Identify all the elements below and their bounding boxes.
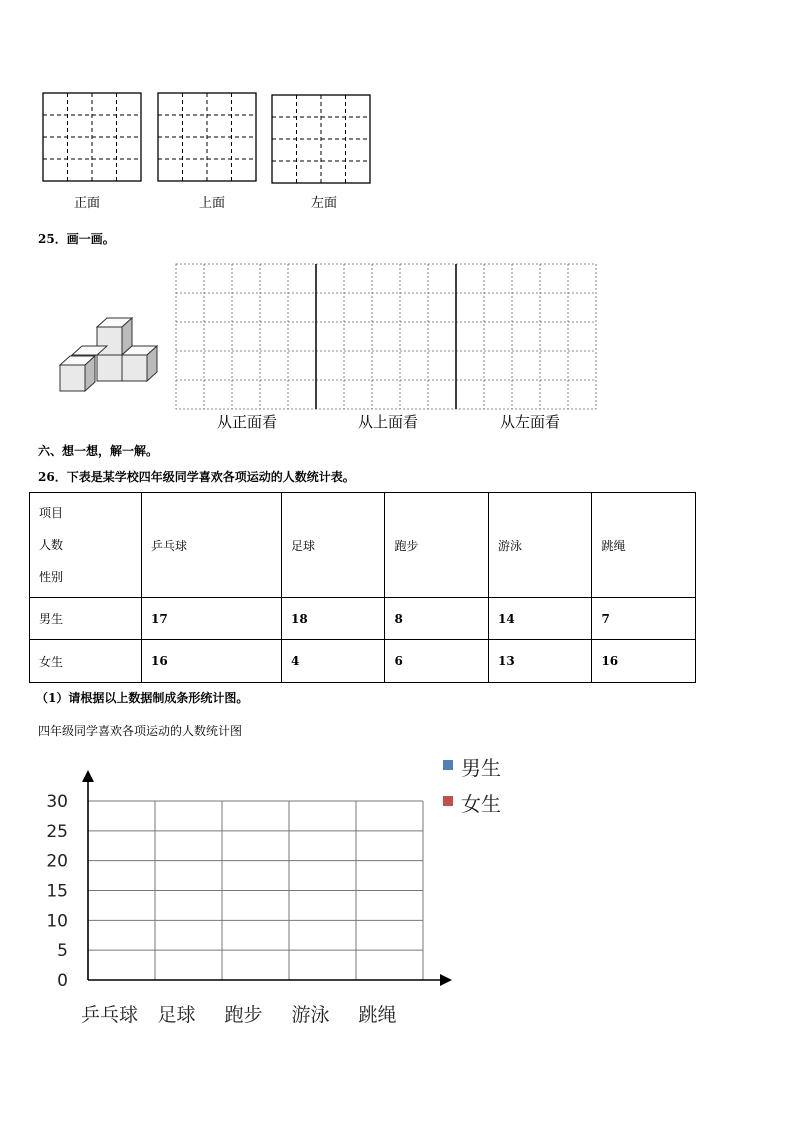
table-cell: 7 xyxy=(592,598,696,640)
header-count-label: 人数 xyxy=(39,538,64,552)
column-header: 足球 xyxy=(282,493,385,598)
y-tick-label: 5 xyxy=(57,941,68,962)
sports-stats-table xyxy=(29,492,696,683)
header-item-label: 项目 xyxy=(39,506,64,520)
section-6-title: 六、想一想，解一解。 xyxy=(38,444,159,458)
table-row xyxy=(30,598,696,640)
x-category-label: 乒乓球 xyxy=(80,1004,139,1026)
grid-left xyxy=(272,95,370,183)
bar-chart xyxy=(0,740,794,1040)
table-cell: 17 xyxy=(142,598,282,640)
question-26-title: 26．下表是某学校四年级同学喜欢各项运动的人数统计表。 xyxy=(38,470,355,484)
x-category-label: 跳绳 xyxy=(358,1004,397,1026)
x-axis-arrow xyxy=(440,974,452,986)
x-category-label: 足球 xyxy=(157,1004,196,1026)
table-corner-header xyxy=(30,493,142,598)
legend-swatch xyxy=(443,760,453,770)
column-header: 跑步 xyxy=(385,493,488,598)
x-category-label: 跑步 xyxy=(224,1004,263,1026)
legend-swatch xyxy=(443,796,453,806)
legend-label: 男生 xyxy=(461,756,501,780)
label-view-top-25: 从上面看 xyxy=(358,413,419,431)
label-view-left-25: 从左面看 xyxy=(500,413,561,431)
table-cell: 13 xyxy=(488,640,591,683)
y-axis-arrow xyxy=(82,770,94,782)
view-grids-top xyxy=(0,0,794,200)
row-label: 男生 xyxy=(30,598,142,640)
table-row xyxy=(30,640,696,683)
y-tick-label: 30 xyxy=(46,792,68,812)
header-gender-label: 性别 xyxy=(39,570,64,584)
drawing-grid-25 xyxy=(0,250,794,415)
column-header: 乒乓球 xyxy=(142,493,282,598)
x-category-label: 游泳 xyxy=(291,1004,330,1026)
chart-title: 四年级同学喜欢各项运动的人数统计图 xyxy=(38,724,243,738)
table-cell: 8 xyxy=(385,598,488,640)
label-top-view: 上面 xyxy=(199,196,226,211)
y-tick-label: 0 xyxy=(57,971,68,991)
row-label: 女生 xyxy=(30,640,142,683)
table-cell: 16 xyxy=(592,640,696,683)
label-left-view: 左面 xyxy=(311,196,338,211)
grid-top xyxy=(158,93,256,181)
y-tick-label: 25 xyxy=(46,821,68,842)
table-cell: 6 xyxy=(385,640,488,683)
table-cell: 4 xyxy=(282,640,385,683)
column-header: 跳绳 xyxy=(592,493,696,598)
label-front-view: 正面 xyxy=(74,196,101,211)
y-tick-label: 15 xyxy=(46,881,68,902)
table-cell: 14 xyxy=(488,598,591,640)
column-header: 游泳 xyxy=(488,493,591,598)
table-header-row xyxy=(30,493,696,598)
label-view-front-25: 从正面看 xyxy=(217,413,278,431)
grid-front xyxy=(43,93,141,181)
table-cell: 18 xyxy=(282,598,385,640)
legend-label: 女生 xyxy=(461,792,501,816)
y-tick-label: 10 xyxy=(46,911,68,932)
table-cell: 16 xyxy=(142,640,282,683)
sub-question-1: （1）请根据以上数据制成条形统计图。 xyxy=(36,691,249,705)
question-25-title: 25．画一画。 xyxy=(38,232,115,246)
y-tick-label: 20 xyxy=(46,851,68,872)
